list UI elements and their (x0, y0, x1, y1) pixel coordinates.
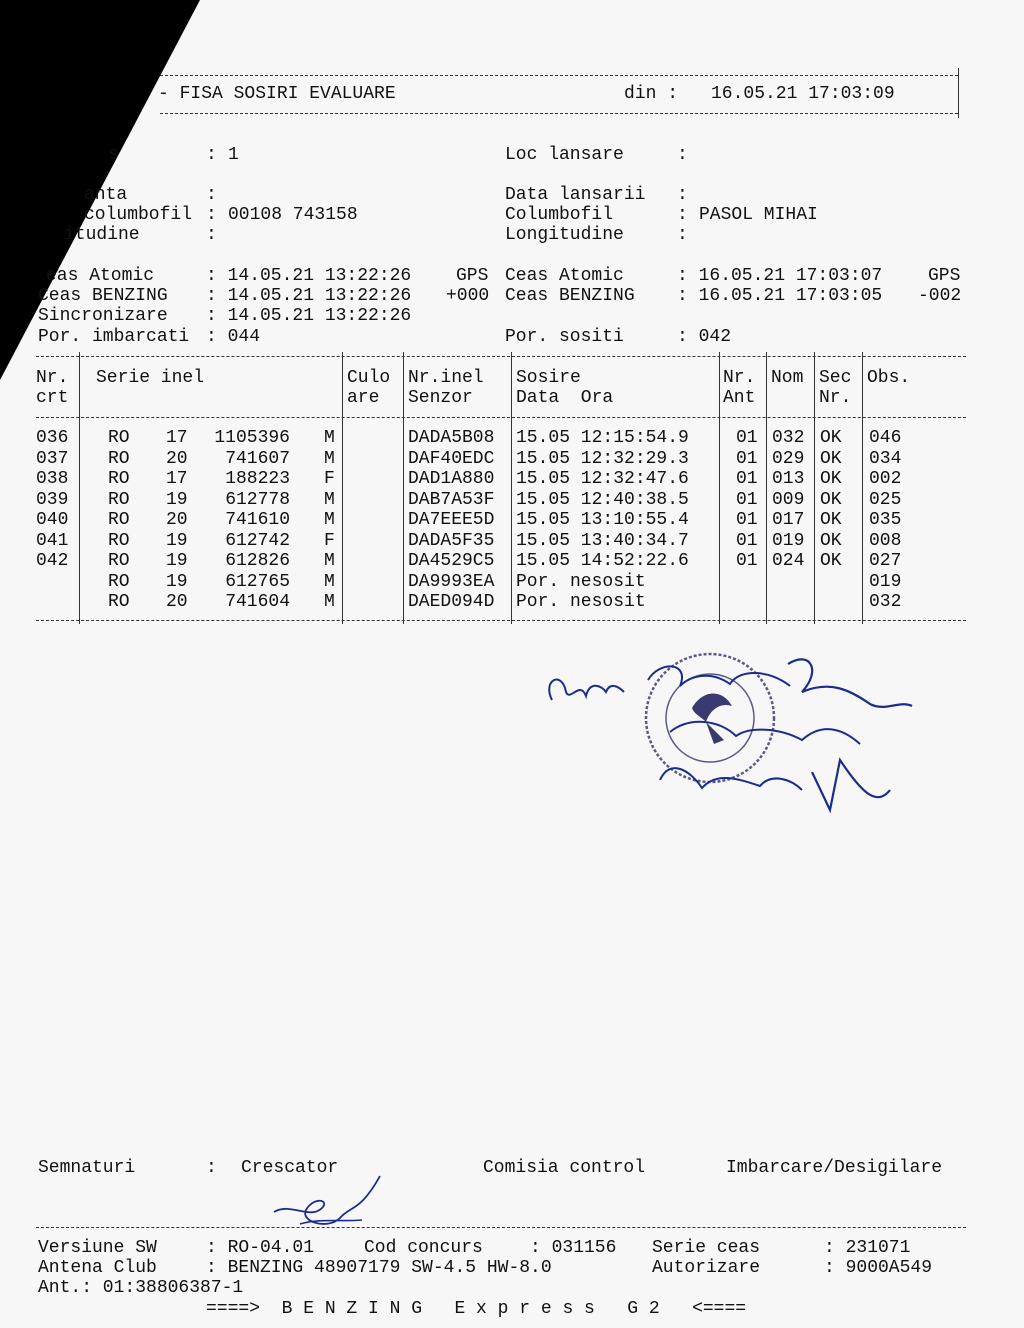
table-rule-top (36, 356, 966, 357)
cell-inel: 1105396 (214, 428, 290, 448)
cell-tara: RO (108, 530, 130, 551)
info-right-sep-1: : (677, 185, 688, 205)
cell-sec: OK (820, 469, 842, 489)
clock-right-value-0: : 16.05.21 17:03:07 (677, 266, 883, 286)
col-line-4 (511, 352, 512, 624)
cell-obs: 002 (869, 469, 902, 489)
th-culoare-2: are (347, 388, 380, 408)
info-left-label-3: itudine (64, 225, 140, 245)
clock-right-suffix-0: GPS (928, 266, 961, 286)
info-left-sep-3: : (206, 225, 217, 245)
cell-inel: 741610 (225, 510, 290, 530)
cell-ant: 01 (736, 551, 758, 571)
col-line-2 (342, 352, 343, 624)
versiune-value: : RO-04.01 (206, 1238, 315, 1258)
cell-tara: RO (108, 428, 130, 448)
cell-ant: 01 (736, 448, 758, 469)
autorizare-value: : 9000A549 (824, 1258, 933, 1278)
antenna-id-line: Ant.: 01:38806387-1 (38, 1278, 244, 1298)
cell-an: 20 (166, 510, 188, 530)
cell-an: 19 (166, 571, 188, 592)
col-line-3 (403, 352, 404, 624)
cell-ant: 01 (736, 469, 758, 489)
clock-right-label-1: Ceas BENZING (505, 286, 635, 306)
info-left-value-0: 1 (228, 145, 239, 165)
th-nr-ant-1: Nr. (723, 368, 756, 388)
antena-value: : BENZING 48907179 SW-4.5 HW-8.0 (206, 1258, 552, 1278)
header-right-border (958, 68, 959, 118)
th-obs: Obs. (867, 368, 911, 388)
col-line-5 (719, 352, 720, 624)
th-nr-inel-2: Senzor (408, 388, 473, 408)
clock-left-label-0: eas Atomic (46, 266, 155, 286)
cell-senzor: DA9993EA (408, 571, 495, 592)
cell-sec: OK (820, 530, 842, 551)
cell-sec: OK (820, 448, 842, 469)
cell-sex: M (324, 489, 335, 510)
cell-inel: 188223 (225, 469, 290, 489)
info-right-label-1: Data lansarii (505, 185, 646, 205)
th-sosire-2: Data Ora (516, 388, 614, 408)
info-left-label-2: columbofil (84, 205, 193, 225)
col-line-1 (79, 352, 80, 624)
th-nom: Nom (771, 368, 804, 388)
cell-nom: 017 (772, 510, 805, 530)
cod-value: : 031156 (530, 1238, 617, 1258)
table-rule-bottom (36, 620, 966, 621)
cell-obs: 008 (869, 530, 902, 551)
clock-left-value-1: : 14.05.21 13:22:26 (206, 286, 412, 306)
th-sec-1: Sec (819, 368, 852, 388)
cell-inel: 612778 (225, 489, 290, 510)
col-line-8 (862, 352, 863, 624)
serie-ceas-value: : 231071 (824, 1238, 911, 1258)
club-stamp-and-signatures (540, 640, 920, 830)
cell-tara: RO (108, 469, 130, 489)
clock-right-value-1: : 16.05.21 17:03:05 (677, 286, 883, 306)
info-right-label-2: Columbofil (505, 205, 614, 225)
header-top-rule (160, 75, 958, 76)
date-label: din : (624, 84, 679, 104)
th-nr-ant-2: Ant (723, 388, 756, 408)
cell-sosire: Por. nesosit (516, 571, 646, 592)
cell-tara: RO (108, 489, 130, 510)
info-left-sep-0: : (206, 145, 217, 165)
cell-obs: 046 (869, 428, 902, 448)
cell-obs: 027 (869, 551, 902, 571)
cell-sex: M (324, 551, 335, 571)
cell-crt: 038 (36, 469, 69, 489)
cell-crt: 037 (36, 448, 69, 469)
cell-sosire: 15.05 12:15:54.9 (516, 428, 689, 448)
cell-tara: RO (108, 551, 130, 571)
cell-an: 19 (166, 530, 188, 551)
col-line-7 (814, 352, 815, 624)
cell-sosire: 15.05 12:32:29.3 (516, 448, 689, 469)
cell-nom: 019 (772, 530, 805, 551)
cell-sosire: 15.05 13:10:55.4 (516, 510, 689, 530)
cell-sosire: 15.05 12:32:47.6 (516, 469, 689, 489)
col-line-6 (766, 352, 767, 624)
cell-sex: M (324, 592, 335, 612)
cell-crt: 036 (36, 428, 69, 448)
cell-sosire: 15.05 12:40:38.5 (516, 489, 689, 510)
cell-ant: 01 (736, 510, 758, 530)
cell-senzor: DADA5F35 (408, 530, 495, 551)
clock-right-label-3: Por. sositi (505, 327, 624, 347)
cell-tara: RO (108, 510, 130, 530)
footer-rule (36, 1227, 966, 1228)
cell-sex: F (324, 530, 335, 551)
info-right-label-0: Loc lansare (505, 145, 624, 165)
serie-ceas-label: Serie ceas (652, 1238, 761, 1258)
th-nr-crt-1: Nr. (36, 368, 69, 388)
header-bottom-rule (160, 113, 958, 114)
cell-obs: 025 (869, 489, 902, 510)
cell-sosire: 15.05 14:52:22.6 (516, 551, 689, 571)
cell-inel: 612742 (225, 530, 290, 551)
cell-an: 20 (166, 592, 188, 612)
cell-an: 19 (166, 551, 188, 571)
info-right-sep-0: : (677, 145, 688, 165)
cell-sex: M (324, 571, 335, 592)
benzing-banner: ====> B E N Z I N G E x p r e s s G 2 <==== (206, 1299, 747, 1319)
cell-obs: 019 (869, 571, 902, 592)
cell-an: 19 (166, 489, 188, 510)
cell-ant: 01 (736, 530, 758, 551)
cell-an: 17 (166, 428, 188, 448)
cell-senzor: DA4529C5 (408, 551, 495, 571)
cell-inel: 741604 (225, 592, 290, 612)
cell-senzor: DAB7A53F (408, 489, 495, 510)
cell-inel: 741607 (225, 448, 290, 469)
cell-obs: 034 (869, 448, 902, 469)
th-nr-inel-1: Nr.inel (408, 368, 484, 388)
date-value: 16.05.21 17:03:09 (711, 84, 895, 104)
clock-left-suffix-1: +000 (446, 286, 490, 306)
cell-senzor: DA7EEE5D (408, 510, 495, 530)
cell-sex: M (324, 510, 335, 530)
table-rule-header (36, 417, 966, 418)
cell-crt: 042 (36, 551, 69, 571)
cell-inel: 612826 (225, 551, 290, 571)
page-title: - FISA SOSIRI EVALUARE (158, 84, 396, 104)
clock-left-value-0: : 14.05.21 13:22:26 (206, 266, 412, 286)
cell-nom: 013 (772, 469, 805, 489)
cell-crt: 041 (36, 530, 69, 551)
cell-nom: 024 (772, 551, 805, 571)
cell-inel: 612765 (225, 571, 290, 592)
cell-sosire: 15.05 13:40:34.7 (516, 530, 689, 551)
signatures-sep: : (206, 1158, 217, 1178)
info-left-sep-1: : (206, 185, 217, 205)
cell-nom: 009 (772, 489, 805, 510)
cell-sex: M (324, 428, 335, 448)
autorizare-label: Autorizare (652, 1258, 761, 1278)
clock-right-suffix-1: -002 (918, 286, 962, 306)
cell-sec: OK (820, 489, 842, 510)
th-serie-inel: Serie inel (96, 368, 205, 388)
cell-obs: 035 (869, 510, 902, 530)
cell-an: 17 (166, 469, 188, 489)
clock-left-label-2: Sincronizare (38, 306, 168, 326)
info-right-sep-2: : (677, 205, 688, 225)
clock-left-value-2: : 14.05.21 13:22:26 (206, 306, 412, 326)
th-sec-2: Nr. (819, 388, 852, 408)
info-left-sep-2: : (206, 205, 217, 225)
cell-obs: 032 (869, 592, 902, 612)
crescator-signature (270, 1172, 390, 1242)
info-left-label-1: anta (84, 185, 128, 205)
cell-sec: OK (820, 428, 842, 448)
cell-crt: 040 (36, 510, 69, 530)
clock-right-value-3: : 042 (677, 327, 732, 347)
cell-ant: 01 (736, 428, 758, 448)
cell-crt: 039 (36, 489, 69, 510)
info-right-sep-3: : (677, 225, 688, 245)
clock-right-label-0: Ceas Atomic (505, 266, 624, 286)
signature-imbarcare: Imbarcare/Desigilare (726, 1158, 943, 1178)
th-nr-crt-2: crt (36, 388, 69, 408)
info-right-label-3: Longitudine (505, 225, 624, 245)
clock-left-suffix-0: GPS (456, 266, 489, 286)
info-left-label-0: s (108, 145, 119, 165)
signature-comisia: Comisia control (483, 1158, 646, 1178)
clock-left-label-1: Ceas BENZING (38, 286, 168, 306)
versiune-label: Versiune SW (38, 1238, 157, 1258)
cell-tara: RO (108, 592, 130, 612)
cell-senzor: DAED094D (408, 592, 495, 612)
cell-sex: M (324, 448, 335, 469)
signatures-label: Semnaturi (38, 1158, 136, 1178)
cell-senzor: DAF40EDC (408, 448, 495, 469)
info-right-value-2: PASOL MIHAI (699, 205, 818, 225)
cell-nom: 032 (772, 428, 805, 448)
cell-sec: OK (820, 510, 842, 530)
cell-tara: RO (108, 448, 130, 469)
signature-crescator: Crescator (241, 1158, 339, 1178)
antena-label: Antena Club (38, 1258, 157, 1278)
cell-sosire: Por. nesosit (516, 592, 646, 612)
cell-sec: OK (820, 551, 842, 571)
th-culoare-1: Culo (347, 368, 391, 388)
cod-label: Cod concurs (364, 1238, 483, 1258)
clock-left-value-3: : 044 (206, 327, 261, 347)
cell-an: 20 (166, 448, 188, 469)
info-left-value-2: 00108 743158 (228, 205, 358, 225)
cell-ant: 01 (736, 489, 758, 510)
cell-sex: F (324, 469, 335, 489)
cell-nom: 029 (772, 448, 805, 469)
cell-senzor: DADA5B08 (408, 428, 495, 448)
th-sosire-1: Sosire (516, 368, 581, 388)
cell-senzor: DAD1A880 (408, 469, 495, 489)
cell-tara: RO (108, 571, 130, 592)
clock-left-label-3: Por. imbarcati (38, 327, 190, 347)
